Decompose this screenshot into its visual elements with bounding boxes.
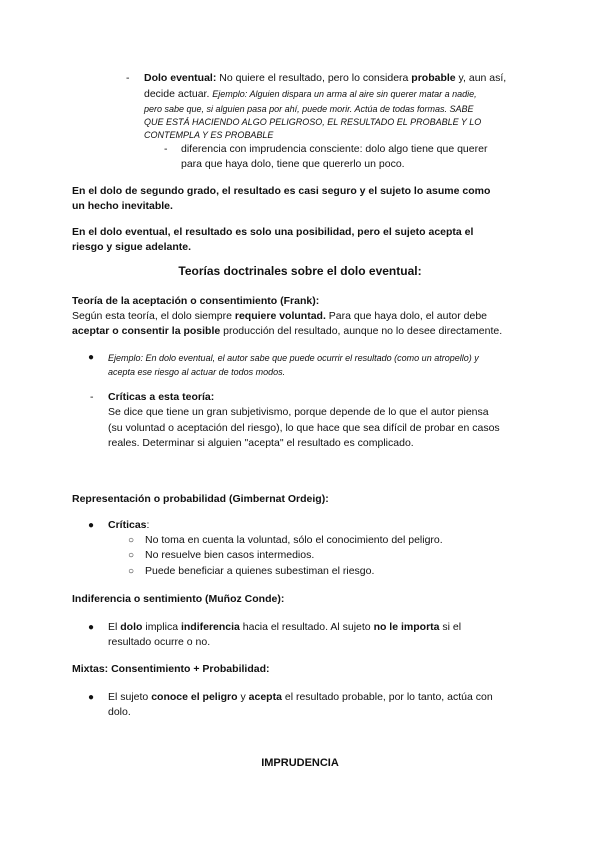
subsection-heading: Indiferencia o sentimiento (Muñoz Conde):	[72, 593, 285, 605]
subsection-heading: Representación o probabilidad (Gimbernat Ordeig):	[72, 493, 329, 505]
imprudencia-title: IMPRUDENCIA	[261, 757, 339, 769]
body-text: Según esta teoría, el dolo siempre requiere voluntad. Para que haya dolo, el autor debe	[72, 310, 488, 322]
body-text: dolo.	[108, 706, 131, 718]
example-text: QUE ESTÁ HACIENDO ALGO PELIGROSO, EL RESULTADO EL PROBABLE Y LO	[144, 117, 482, 127]
body-text: aceptar o consentir la posible producción del resultado, aunque no lo desee directamente.	[72, 325, 503, 337]
list-dash: -	[126, 72, 130, 84]
list-item: No toma en cuenta la voluntad, sólo el conocimiento del peligro.	[145, 534, 443, 546]
example-text: acepta ese riesgo al actuar de todos modos.	[108, 367, 286, 377]
bullet-icon: ●	[88, 520, 95, 531]
body-text: reales. Determinar si alguien "acepta" el resultado es complicado.	[108, 437, 414, 449]
bullet-icon: ●	[88, 622, 95, 633]
subsection-heading: Teoría de la aceptación o consentimiento (Frank):	[72, 295, 320, 307]
body-text: resultado ocurre o no.	[108, 636, 211, 648]
criticas-label: Críticas:	[108, 519, 150, 531]
list-dash: -	[90, 391, 94, 403]
dolo-eventual-line1: Dolo eventual: No quiere el resultado, pero lo considera probable y, aun así,	[144, 72, 507, 84]
example-text: CONTEMPLA Y ES PROBABLE	[144, 130, 274, 140]
example-text: pero sabe que, si alguien pasa por ahí, puede morir. Actúa de todas formas. SABE	[144, 104, 474, 114]
paragraph-segundo-grado: un hecho inevitable.	[72, 200, 173, 212]
list-dash: -	[164, 143, 168, 155]
circle-bullet-icon: ○	[128, 550, 135, 561]
circle-bullet-icon: ○	[128, 535, 135, 546]
paragraph-segundo-grado: En el dolo de segundo grado, el resultado es casi seguro y el sujeto lo asume como	[72, 185, 491, 197]
subsection-heading: Mixtas: Consentimiento + Probabilidad:	[72, 663, 270, 675]
body-text: Se dice que tiene un gran subjetivismo, porque depende de lo que el autor piensa	[108, 406, 489, 418]
example-text: Ejemplo: Alguien dispara un arma al aire sin querer matar a nadie,	[212, 89, 477, 99]
bullet-icon: ●	[88, 692, 95, 703]
dolo-eventual-label: Dolo eventual:	[144, 72, 217, 84]
body-text: El sujeto conoce el peligro y acepta el resultado probable, por lo tanto, actúa con	[108, 691, 493, 703]
paragraph-eventual: En el dolo eventual, el resultado es solo una posibilidad, pero el sujeto acepta el	[72, 226, 474, 238]
example-text: Ejemplo: En dolo eventual, el autor sabe que puede ocurrir el resultado (como un atropello) y	[108, 353, 479, 363]
circle-bullet-icon: ○	[128, 566, 135, 577]
body-text: (su voluntad o aceptación del riesgo), lo que hace que sea difícil de probar en casos	[108, 422, 500, 434]
list-item: No resuelve bien casos intermedios.	[145, 549, 315, 561]
sub-item-text: para que haya dolo, tiene que quererlo un poco.	[181, 158, 405, 170]
section-title: Teorías doctrinales sobre el dolo eventual:	[178, 264, 422, 278]
body-text: El dolo implica indiferencia hacia el resultado. Al sujeto no le importa si el	[108, 621, 462, 633]
bullet-icon: ●	[88, 352, 95, 363]
sub-item-text: diferencia con imprudencia consciente: dolo algo tiene que querer	[181, 143, 488, 155]
paragraph-eventual: riesgo y sigue adelante.	[72, 241, 192, 253]
criticas-label: Críticas a esta teoría:	[108, 391, 215, 403]
dolo-eventual-line2: decide actuar. Ejemplo: Alguien dispara un arma al aire sin querer matar a nadie,	[144, 88, 477, 100]
list-item: Puede beneficiar a quienes subestiman el riesgo.	[145, 565, 375, 577]
